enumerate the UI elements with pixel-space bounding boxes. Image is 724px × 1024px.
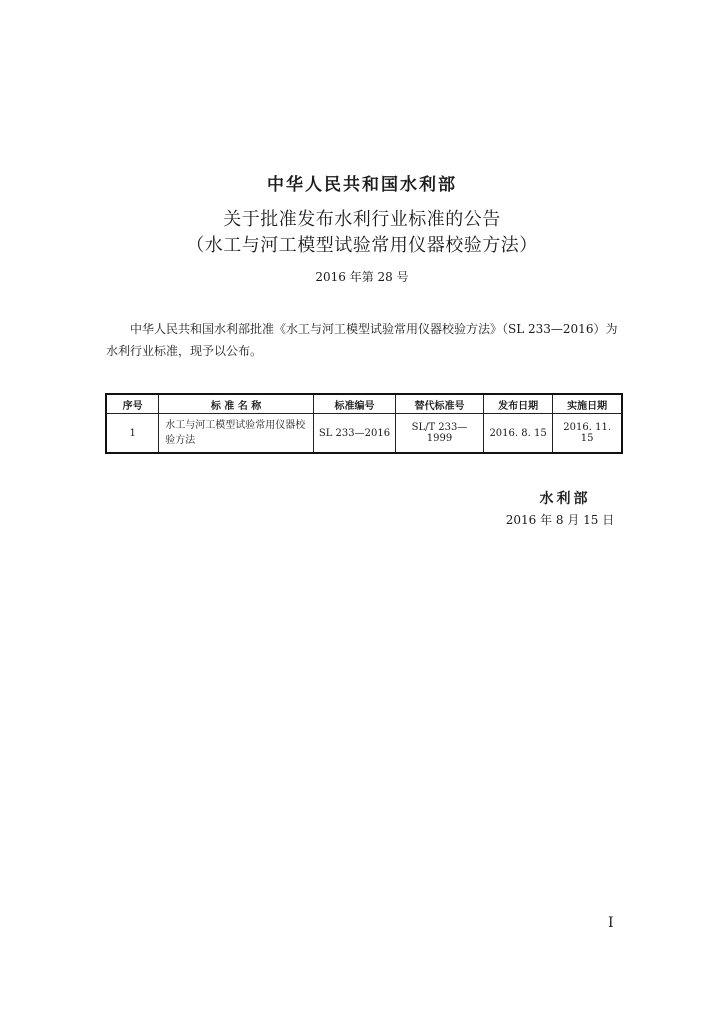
header-replaced-code: 替代标准号: [396, 394, 484, 414]
header-serial: 序号: [106, 394, 159, 414]
ministry-name: 中华人民共和国水利部: [267, 175, 457, 195]
cell-standard-code: SL 233—2016: [313, 414, 395, 454]
header-standard-name: 标 准 名 称: [159, 394, 314, 414]
document-number: 2016 年第 28 号: [315, 270, 409, 284]
cell-effective-date: 2016. 11. 15: [553, 414, 622, 454]
cell-replaced-code: SL/T 233—1999: [396, 414, 484, 454]
announcement-title-line1: 关于批准发布水利行业标准的公告: [223, 209, 501, 230]
cell-serial: 1: [106, 414, 159, 454]
signature-org: 水利部: [539, 491, 591, 507]
header-effective-date: 实施日期: [553, 394, 622, 414]
table-row: [106, 414, 622, 454]
announcement-title-line2: （水工与河工模型试验常用仪器校验方法）: [186, 235, 538, 256]
standards-table: [105, 393, 623, 454]
page-number: I: [608, 915, 614, 931]
announcement-body: 中华人民共和国水利部批准《水工与河工模型试验常用仪器校验方法》（SL 233—2016）为水利行业标准，现予以公布。: [106, 322, 618, 358]
header-standard-code: 标准编号: [313, 394, 395, 414]
signature-date: 2016 年 8 月 15 日: [505, 513, 615, 527]
cell-standard-name: 水工与河工模型试验常用仪器校验方法: [159, 414, 314, 454]
table-header-row: [106, 394, 622, 414]
cell-release-date: 2016. 8. 15: [483, 414, 553, 454]
header-release-date: 发布日期: [483, 394, 553, 414]
